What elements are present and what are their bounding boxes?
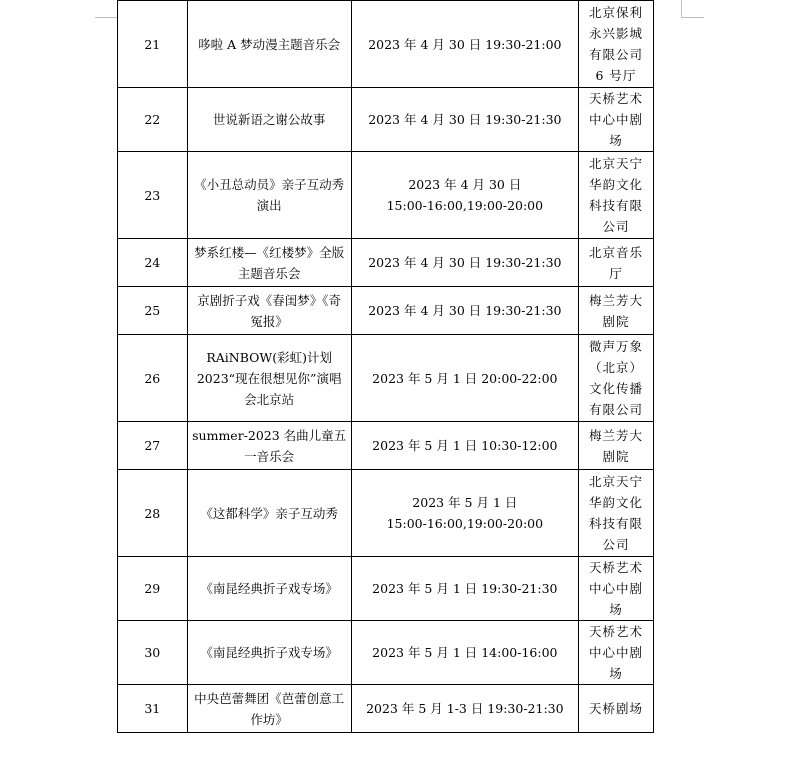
event-time: 2023 年 4 月 30 日 19:30-21:30 (351, 88, 578, 152)
event-name: 《南昆经典折子戏专场》 (187, 557, 351, 621)
event-time: 2023 年 5 月 1 日 15:00-16:00,19:00-20:00 (351, 470, 578, 557)
table-row (118, 621, 654, 685)
row-number: 30 (118, 621, 188, 685)
event-venue: 梅兰芳大剧院 (578, 422, 653, 470)
event-name: summer-2023 名曲儿童五一音乐会 (187, 422, 351, 470)
event-venue: 梅兰芳大剧院 (578, 287, 653, 335)
table-row (118, 152, 654, 239)
table-row (118, 287, 654, 335)
row-number: 27 (118, 422, 188, 470)
event-venue: 天桥剧场 (578, 685, 653, 733)
event-time: 2023 年 4 月 30 日 15:00-16:00,19:00-20:00 (351, 152, 578, 239)
row-number: 24 (118, 239, 188, 287)
row-number: 25 (118, 287, 188, 335)
event-time: 2023 年 5 月 1 日 20:00-22:00 (351, 335, 578, 422)
table-row (118, 470, 654, 557)
event-time: 2023 年 5 月 1-3 日 19:30-21:30 (351, 685, 578, 733)
event-time: 2023 年 4 月 30 日 19:30-21:30 (351, 287, 578, 335)
event-name: 《南昆经典折子戏专场》 (187, 621, 351, 685)
event-time: 2023 年 5 月 1 日 10:30-12:00 (351, 422, 578, 470)
page-corner-mark-left (95, 0, 118, 18)
page-corner-mark-right (681, 0, 704, 18)
table-row (118, 422, 654, 470)
row-number: 31 (118, 685, 188, 733)
event-venue: 天桥艺术中心中剧场 (578, 557, 653, 621)
event-name: 世说新语之谢公故事 (187, 88, 351, 152)
event-venue: 天桥艺术中心中剧场 (578, 621, 653, 685)
event-name: 哆啦 A 梦动漫主题音乐会 (187, 1, 351, 88)
event-venue: 天桥艺术中心中剧场 (578, 88, 653, 152)
table-row (118, 685, 654, 733)
event-venue: 北京保利永兴影城有限公司 6 号厅 (578, 1, 653, 88)
row-number: 26 (118, 335, 188, 422)
row-number: 21 (118, 1, 188, 88)
event-time: 2023 年 5 月 1 日 19:30-21:30 (351, 557, 578, 621)
row-number: 23 (118, 152, 188, 239)
event-venue: 北京天宁华韵文化科技有限公司 (578, 152, 653, 239)
event-name: 《小丑总动员》亲子互动秀演出 (187, 152, 351, 239)
event-name: RAiNBOW(彩虹)计划 2023“现在很想见你”演唱会北京站 (187, 335, 351, 422)
event-name: 中央芭蕾舞团《芭蕾创意工作坊》 (187, 685, 351, 733)
performance-schedule-table (117, 0, 654, 733)
event-time: 2023 年 4 月 30 日 19:30-21:00 (351, 1, 578, 88)
row-number: 28 (118, 470, 188, 557)
event-time: 2023 年 4 月 30 日 19:30-21:30 (351, 239, 578, 287)
event-time: 2023 年 5 月 1 日 14:00-16:00 (351, 621, 578, 685)
row-number: 22 (118, 88, 188, 152)
event-name: 京剧折子戏《春闺梦》《奇冤报》 (187, 287, 351, 335)
event-venue: 北京天宁华韵文化科技有限公司 (578, 470, 653, 557)
row-number: 29 (118, 557, 188, 621)
event-venue: 微声万象（北京）文化传播有限公司 (578, 335, 653, 422)
table-row (118, 557, 654, 621)
event-venue: 北京音乐厅 (578, 239, 653, 287)
event-name: 梦系红楼—《红楼梦》全版主题音乐会 (187, 239, 351, 287)
table-row (118, 335, 654, 422)
table-row (118, 239, 654, 287)
table-row (118, 88, 654, 152)
event-name: 《这都科学》亲子互动秀 (187, 470, 351, 557)
table-row (118, 1, 654, 88)
